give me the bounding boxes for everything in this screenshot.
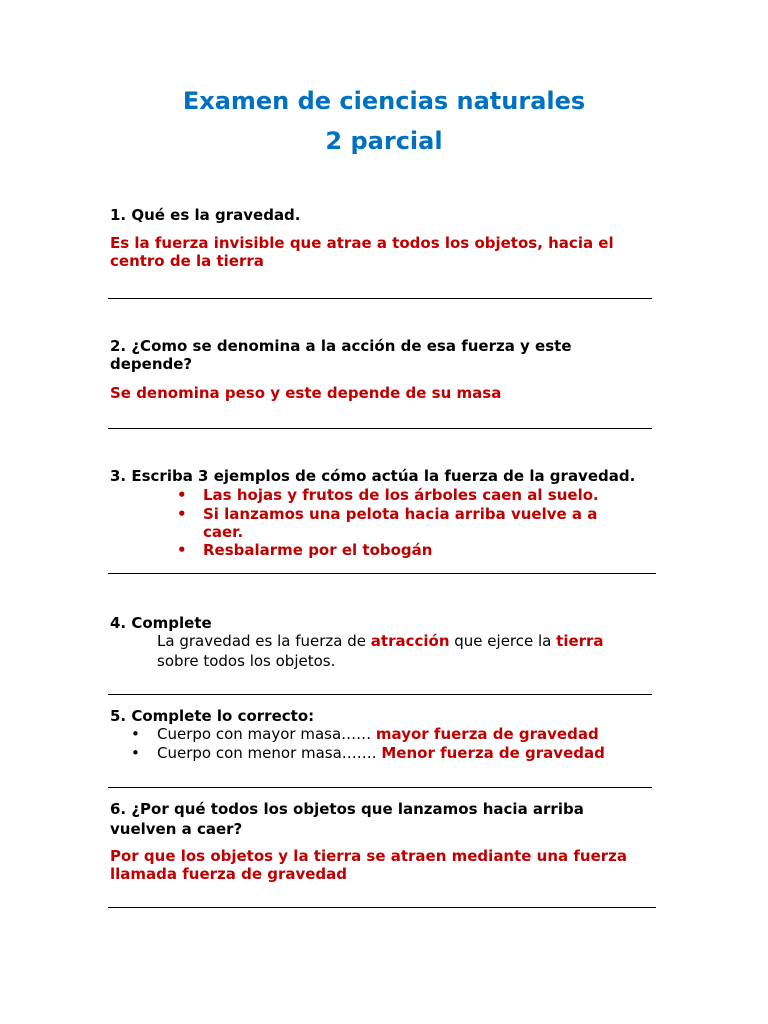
divider-line (108, 573, 656, 574)
question-3: 3. Escriba 3 ejemplos de cómo actúa la fuerza de la gravedad. (110, 467, 636, 485)
example-3: Resbalarme por el tobogán (203, 541, 433, 559)
answer-6-line-1: Por que los objetos y la tierra se atraen mediante una fuerza (110, 847, 628, 865)
bullet-icon: • (177, 541, 187, 559)
bullet-icon: • (131, 744, 140, 762)
option-2 (157, 744, 605, 763)
page-subtitle: 2 parcial (325, 127, 443, 155)
question-6-line-1: 6. ¿Por qué todos los objetos que lanzamos hacia arriba (110, 800, 584, 818)
answer-1-line-2: centro de la tierra (110, 252, 264, 270)
question-4: 4. Complete (110, 614, 212, 632)
bullet-icon: • (177, 486, 187, 504)
blank-answer-1: atracción (370, 632, 450, 650)
sentence-text-c: sobre todos los objetos. (157, 652, 336, 670)
answer-1-line-1: Es la fuerza invisible que atrae a todos los objetos, hacia el (110, 234, 614, 252)
sentence-text-a: La gravedad es la fuerza de (157, 632, 371, 650)
divider-line (108, 428, 652, 429)
question-2-line-2: depende? (110, 355, 193, 373)
question-5: 5. Complete lo correcto: (110, 707, 315, 725)
option-2-answer: Menor fuerza de gravedad (381, 744, 605, 762)
bullet-icon: • (131, 725, 140, 743)
question-6-line-2: vuelven a caer? (110, 820, 243, 838)
blank-answer-2: tierra (556, 632, 604, 650)
divider-line (108, 298, 652, 299)
divider-line (108, 907, 656, 908)
example-2-line-2: caer. (203, 523, 244, 541)
sentence-text-b: que ejerce la (449, 632, 557, 650)
option-1-prompt: Cuerpo con mayor masa…… (157, 725, 376, 743)
option-1-answer: mayor fuerza de gravedad (375, 725, 599, 743)
option-2-prompt: Cuerpo con menor masa……. (157, 744, 382, 762)
question-2-line-1: 2. ¿Como se denomina a la acción de esa fuerza y este (110, 337, 572, 355)
bullet-icon: • (177, 505, 187, 523)
option-1 (157, 725, 599, 744)
fill-in-sentence (157, 632, 604, 651)
answer-6-line-2: llamada fuerza de gravedad (110, 865, 348, 883)
example-2-line-1: Si lanzamos una pelota hacia arriba vuelve a a (203, 505, 598, 523)
page-title: Examen de ciencias naturales (182, 87, 586, 115)
answer-2: Se denomina peso y este depende de su masa (110, 384, 502, 402)
divider-line (108, 694, 652, 695)
question-1: 1. Qué es la gravedad. (110, 206, 301, 224)
divider-line (108, 787, 652, 788)
example-1: Las hojas y frutos de los árboles caen al suelo. (203, 486, 599, 504)
